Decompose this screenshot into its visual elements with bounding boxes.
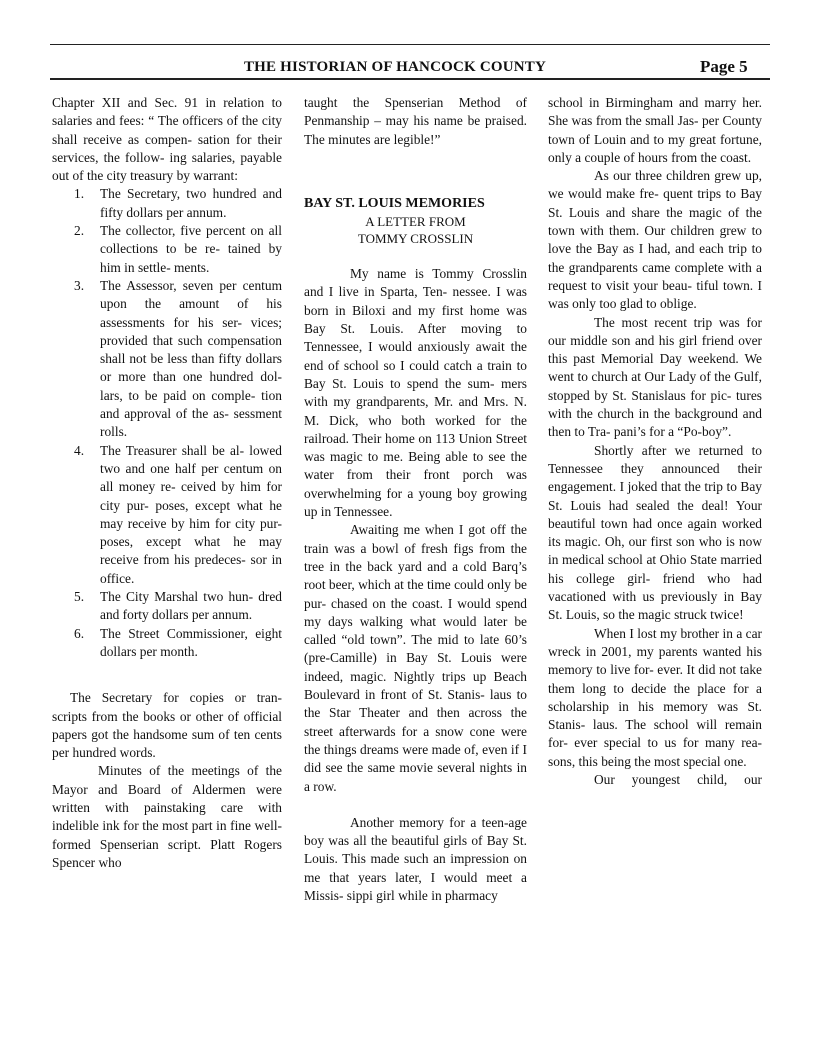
article-subheading: A LETTER FROM (365, 214, 466, 230)
paragraph: When I lost my brother in a car wreck in 2001, my parents wanted his memory to live for- ever. It did not take them long to decide the place for a scholarship in his memory was St. Stanis- laus. The school will remain for- ever special to us for many rea- sons, this being the most special one. (548, 625, 762, 769)
paragraph: My name is Tommy Crosslin and I live in Sparta, Ten- nessee. I was born in Biloxi and my first home was Bay St. Louis. After moving to Tennessee, I would anxiously await the end of school so I could catch a train to Bay St. Louis to spend the sum- mers with my grandparents, Mr. and Mrs. N. M. Dick, who both worked for the railroad. Their home on 113 Union Street was magic to me. Being able to see the water from their front porch was overwhelming for a young boy growing up in Tennessee. (304, 266, 527, 520)
paragraph: Shortly after we returned to Tennessee they announced their engagement. I joked that the trip to Bay St. Louis had sealed the deal! Your beautiful town had once again worked its magic. Oh, our first son who is now in medical school at Ohio State married his college girl- friend who had vacationed with us previously in Bay St. Louis, so the magic struck twice! (548, 442, 762, 623)
list-item: 1. The Secretary, two hundred and fifty dollars per annum. (74, 186, 282, 220)
paragraph: Another memory for a teen-age boy was all the beautiful girls of Bay St. Louis. This made such an impression on me that years later, I would meet a Missis- sippi girl while in pharmacy (304, 814, 527, 903)
column-1 (52, 94, 282, 872)
article-heading: BAY ST. LOUIS MEMORIES (304, 195, 485, 211)
page-number: Page 5 (700, 57, 748, 76)
paragraph: Our youngest child, our (594, 771, 762, 787)
paragraph: taught the Spenserian Method of Penmanship – may his name be praised. The minutes are legible!” (304, 95, 527, 147)
list-item: 4. The Treasurer shall be al- lowed two and one half per centum on all money re- ceived by him for city pur- poses, except what he may receive by him for city pur- poses, except what he may receive from his predeces- sor in office. (74, 442, 282, 586)
paragraph: The most recent trip was for our middle son and his girl friend over this past Memorial Day weekend. We went to church at Our Lady of the Gulf, stopped by St. Stanislaus for pic- tures with the church in the background and then to Tra- pani’s for a “Po-boy”. (548, 314, 762, 440)
paragraph: As our three children grew up, we would make fre- quent trips to Bay St. Louis and share the magic of the town with them. Our children grew to love the Bay as I had, and each trip to the grandparents came complete with a request to visit your beau- tiful town. I was only too glad to oblige. (548, 168, 762, 312)
ordinance-intro: Chapter XII and Sec. 91 in relation to salaries and fees: “ The officers of the city shall receive as compen- sation for their services, the follow- ing salaries, payable out of the city treasury by warrant: (52, 95, 282, 184)
list-item: 5. The City Marshal two hun- dred and forty dollars per annum. (74, 589, 282, 623)
newsletter-title: THE HISTORIAN OF HANCOCK COUNTY (243, 59, 547, 75)
paragraph: Minutes of the meetings of the Mayor and Board of Aldermen were written with painstaking care with indelible ink for the most part in fine well-formed Spenserian script. Platt Rogers Spencer who (52, 763, 282, 870)
paragraph: school in Birmingham and marry her. She was from the small Jas- per County town of Louin and to my great fortune, only a couple of hours from the coast. (548, 95, 762, 165)
paragraph: The Secretary for copies or tran- scripts from the books or other of official papers got the handsome sum of ten cents per hundred words. (52, 690, 282, 761)
header-top-rule (50, 44, 770, 45)
list-item: 3. The Assessor, seven per centum upon the amount of his assessments for his ser- vices; provided that such compensation shall not be less than fifty dollars or more than one hundred dol- lars, to be paid on comple- tion and approval of the as- sessment rolls. (74, 277, 282, 440)
column-2 (304, 94, 527, 905)
list-item: 6. The Street Commissioner, eight dollars per month. (74, 625, 282, 659)
list-item: 2. The collector, five percent on all collections to be re- tained by him in settle- ments. (74, 223, 282, 275)
header-bottom-rule (50, 78, 770, 80)
column-3 (548, 94, 762, 789)
paragraph: Awaiting me when I got off the train was a bowl of fresh figs from the tree in the back yard and a cold Barq’s root beer, which at the time could only be pur- chased on the coast. I would spend my days walking what would later be called “old town”. The mid to late 60’s (pre-Camille) in Bay St. Louis were indeed, magic. Nightly trips up Beach Boulevard in front of St. Stanis- laus to the Star Theater and then across the street afterwards for a snow cone were the things dreams were made of, even if I did see the same movie several nights in a row. (304, 522, 527, 794)
article-byline: TOMMY CROSSLIN (357, 231, 474, 247)
salary-list (52, 185, 282, 661)
